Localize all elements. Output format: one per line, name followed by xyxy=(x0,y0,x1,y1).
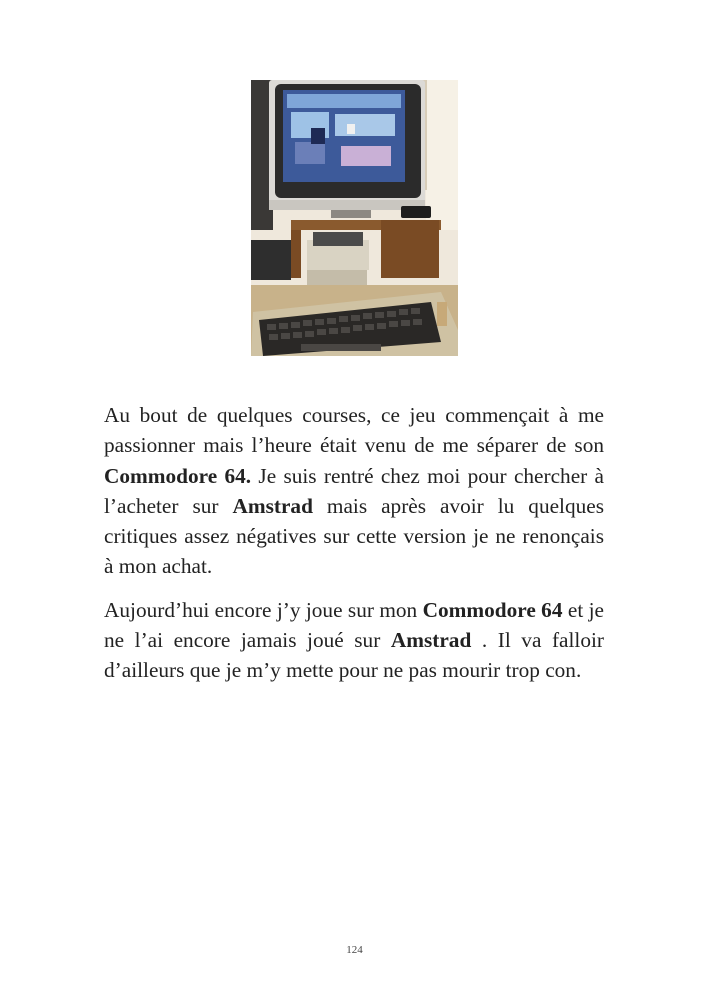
bold-term: Commodore 64. xyxy=(104,463,252,488)
text-run: Je suis rentré chez moi pour chercher à l’acheter sur xyxy=(104,463,604,518)
retro-computer-photo xyxy=(251,80,458,356)
bold-term: Commodore 64 xyxy=(422,597,563,622)
body-text xyxy=(104,400,604,699)
text-run: . Il va falloir d’ailleurs que je m’y mette pour ne pas mourir trop con. xyxy=(104,628,604,683)
bold-term: Amstrad xyxy=(232,493,313,518)
bold-term: Amstrad xyxy=(390,628,472,653)
page-number: 124 xyxy=(346,944,363,956)
text-run: et je ne l’ai encore jamais joué sur xyxy=(104,597,605,653)
paragraph xyxy=(104,400,604,582)
text-run: mais après avoir lu quelques critiques assez négatives sur cette version je ne renonçais à mon achat. xyxy=(104,493,604,579)
text-run: Aujourd’hui encore j’y joue sur mon xyxy=(104,597,423,622)
paragraph xyxy=(104,595,604,686)
text-run: Au bout de quelques courses, ce jeu commençait à me passionner mais l’heure était venu de me séparer de son xyxy=(104,403,604,458)
